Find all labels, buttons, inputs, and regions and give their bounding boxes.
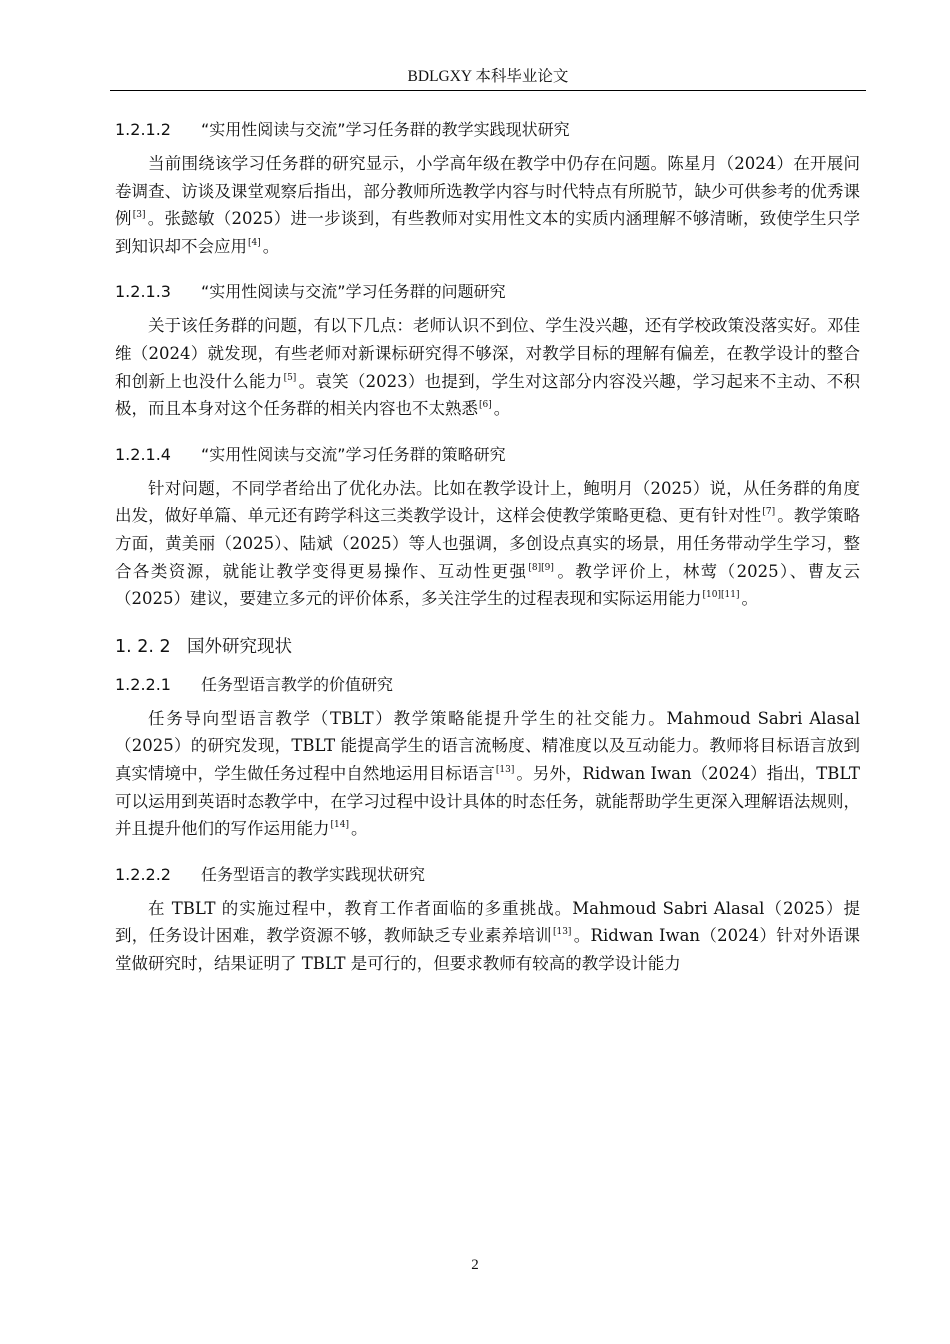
paragraph-text: 。 bbox=[350, 819, 368, 839]
section-title: “实用性阅读与交流”学习任务群的问题研究 bbox=[201, 282, 506, 302]
citation-ref: [10][11] bbox=[702, 590, 740, 601]
section-number: 1.2.1.4 bbox=[115, 444, 171, 464]
citation-ref: [6] bbox=[479, 400, 492, 411]
section-number: 1. 2. 2 bbox=[115, 636, 171, 657]
section-number: 1.2.1.3 bbox=[115, 282, 171, 302]
citation-ref: [13] bbox=[552, 927, 572, 938]
section-heading-1-2-1-3 bbox=[115, 274, 860, 310]
paragraph-text: 。教学评价上，林莺（2025）、曹友云（2025）建议，要建立多元的评价体系，多关注学生的过程表现和实际运用能力 bbox=[115, 561, 861, 609]
paragraph-text: 。Ridwan Iwan（2024）针对外语课堂做研究时，结果证明了 TBLT 是可行的，但要求教师有较高的教学设计能力 bbox=[115, 926, 860, 973]
section-heading-1-2-1-4 bbox=[115, 437, 860, 473]
paragraph-text: 当前围绕该学习任务群的研究显示，小学高年级在教学中仍存在问题。陈星月（2024）在开展问卷调查、访谈及课堂观察后指出，部分教师所选教学内容与时代特点有所脱节，缺少可供参考的优秀课例 bbox=[115, 154, 860, 229]
section-title: 任务型语言的教学实践现状研究 bbox=[201, 864, 426, 884]
paragraph-practice-status bbox=[115, 150, 860, 260]
citation-ref: [8][9] bbox=[528, 562, 554, 573]
section-number: 1.2.2.1 bbox=[115, 674, 171, 694]
paragraph-text: 。张懿敏（2025）进一步谈到，有些教师对实用性文本的实质内涵理解不够清晰，致使学生只学到知识却不会应用 bbox=[115, 209, 861, 256]
section-title: 国外研究现状 bbox=[187, 636, 292, 657]
paragraph-text: 在 TBLT 的实施过程中，教育工作者面临的多重挑战。Mahmoud Sabri Alasal（2025）提到，任务设计困难，教学资源不够，教师缺乏专业素养培训 bbox=[115, 898, 860, 946]
section-heading-1-2-2-2 bbox=[115, 857, 860, 893]
citation-ref: [4] bbox=[248, 237, 261, 248]
paragraph-text: 。袁笑（2023）也提到，学生对这部分内容没兴趣，学习起来不主动、不积极，而且本身对这个任务群的相关内容也不太熟悉 bbox=[115, 371, 860, 419]
section-heading-1-2-1-2 bbox=[115, 112, 860, 148]
section-title: “实用性阅读与交流”学习任务群的教学实践现状研究 bbox=[201, 120, 570, 139]
section-number: 1.2.2.2 bbox=[115, 864, 171, 884]
citation-ref: [5] bbox=[283, 372, 297, 383]
section-title: “实用性阅读与交流”学习任务群的策略研究 bbox=[201, 444, 506, 464]
paragraph-text: 。教学策略方面，黄美丽（2025）、陆斌（2025）等人也强调，多创设点真实的场景，用任务带动学生学习，整合各类资源，就能让教学变得更易操作、互动性更强 bbox=[115, 506, 861, 581]
paragraph-text: 。 bbox=[741, 589, 758, 609]
citation-ref: [14] bbox=[330, 820, 349, 831]
paragraph-text: 。 bbox=[262, 236, 280, 256]
citation-ref: [13] bbox=[495, 764, 515, 775]
paragraph-text: 。另外，Ridwan Iwan（2024）指出，TBLT 可以运用到英语时态教学中，在学习过程中设计具体的时态任务，就能帮助学生更深入理解语法规则，并且提升他们的写作运用能力 bbox=[115, 763, 860, 839]
running-header: BDLGXY 本科毕业论文 bbox=[407, 68, 569, 85]
citation-ref: [3] bbox=[132, 210, 146, 221]
paragraph-text: 针对问题，不同学者给出了优化办法。比如在教学设计上，鲍明月（2025）说，从任务群的角度出发，做好单篇、单元还有跨学科这三类教学设计，这样会使教学策略更稳、更有针对性 bbox=[115, 478, 860, 526]
section-heading-1-2-2 bbox=[115, 627, 860, 667]
paragraph-strategies bbox=[115, 475, 860, 613]
citation-ref: [7] bbox=[762, 507, 776, 518]
paragraph-text: 关于该任务群的问题，有以下几点：老师认识不到位、学生没兴趣，还有学校政策没落实好。邓佳维（2024）就发现，有些老师对新课标研究得不够深，对教学目标的理解有偏差，在教学设计的整合和创新上也没什么能力 bbox=[115, 316, 860, 391]
section-title: 任务型语言教学的价值研究 bbox=[201, 674, 394, 694]
section-heading-1-2-2-1 bbox=[115, 667, 860, 703]
paragraph-tblt-practice bbox=[115, 895, 860, 978]
paragraph-tblt-value bbox=[115, 705, 860, 843]
section-number: 1.2.1.2 bbox=[115, 120, 171, 139]
header-rule bbox=[110, 90, 866, 91]
document-body bbox=[115, 112, 860, 977]
page-number: 2 bbox=[471, 1257, 479, 1273]
paragraph-text: 任务导向型语言教学（TBLT）教学策略能提升学生的社交能力。Mahmoud Sabri Alasal（2025）的研究发现，TBLT 能提高学生的语言流畅度、精准度以及互动能力。教师将目标语言放到真实情境中，学生做任务过程中自然地运用目标语言 bbox=[115, 708, 860, 783]
paragraph-problems bbox=[115, 312, 860, 422]
paragraph-text: 。 bbox=[493, 399, 511, 419]
